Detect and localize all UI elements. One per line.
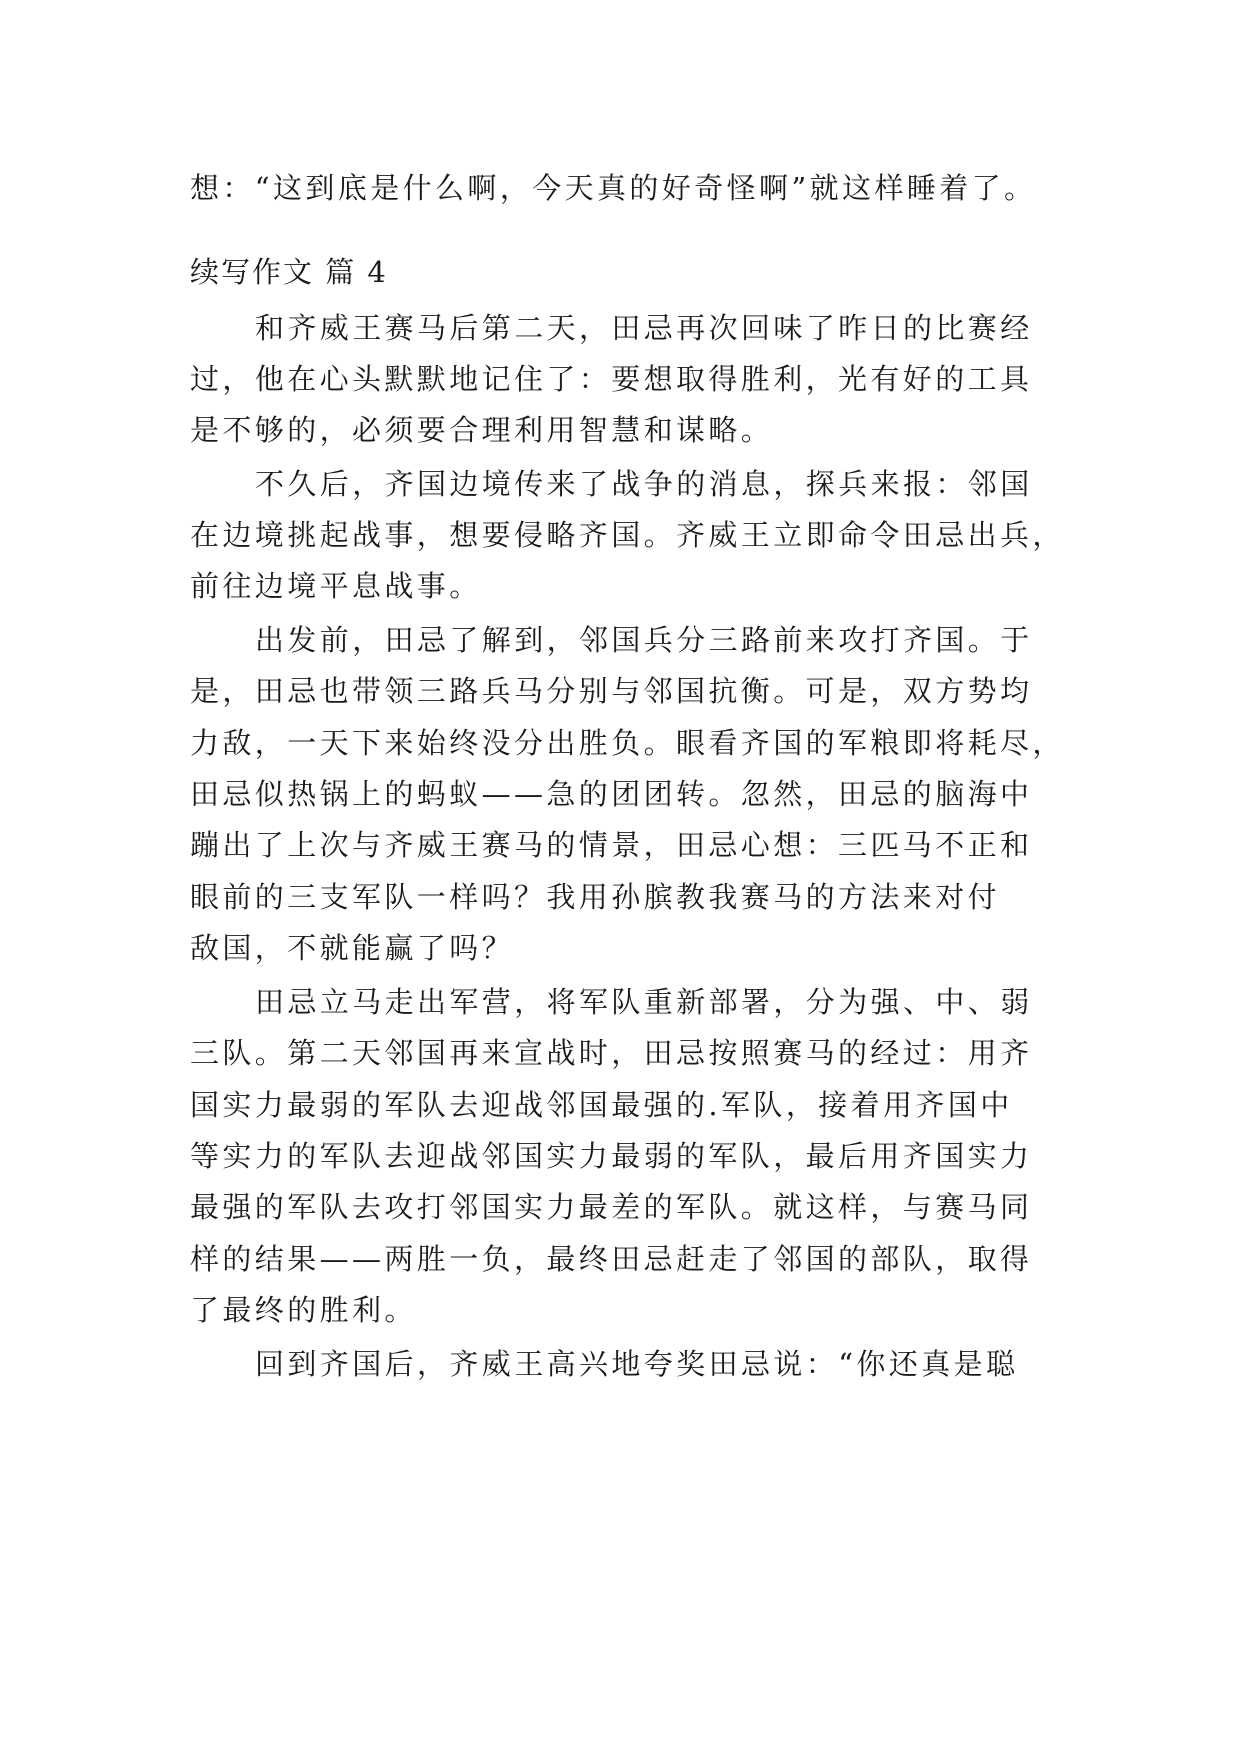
paragraph-line: 敌国，不就能赢了吗？ xyxy=(190,931,515,965)
paragraph-line: 是，田忌也带领三路兵马分别与邻国抗衡。可是，双方势均 xyxy=(190,674,1033,708)
paragraph-line: 等实力的军队去迎战邻国实力最弱的军队，最后用齐国实力 xyxy=(190,1139,1033,1173)
paragraph-line: 国实力最弱的军队去迎战邻国最强的.军队，接着用齐国中 xyxy=(190,1088,1013,1122)
paragraph-line: 出发前，田忌了解到，邻国兵分三路前来攻打齐国。于 xyxy=(255,623,1033,657)
paragraph-line: 蹦出了上次与齐威王赛马的情景，田忌心想：三匹马不正和 xyxy=(190,828,1033,862)
paragraph-line: 在边境挑起战事，想要侵略齐国。齐威王立即命令田忌出兵， xyxy=(190,518,1065,552)
paragraph-line: 最强的军队去攻打邻国实力最差的军队。就这样，与赛马同 xyxy=(190,1190,1033,1224)
section-heading: 续写作文 篇 4 xyxy=(190,255,388,289)
paragraph-line: 了最终的胜利。 xyxy=(190,1293,417,1327)
paragraph-line: 力敌，一天下来始终没分出胜负。眼看齐国的军粮即将耗尽， xyxy=(190,726,1065,760)
paragraph-line: 三队。第二天邻国再来宣战时，田忌按照赛马的经过：用齐 xyxy=(190,1036,1033,1070)
paragraph-line: 前往边境平息战事。 xyxy=(190,569,482,603)
text-line: 想：“这到底是什么啊，今天真的好奇怪啊”就这样睡着了。 xyxy=(190,171,1037,205)
paragraph-line: 田忌立马走出军营，将军队重新部署，分为强、中、弱 xyxy=(255,985,1033,1019)
paragraph-line: 和齐威王赛马后第二天，田忌再次回味了昨日的比赛经 xyxy=(255,311,1033,345)
paragraph-line: 田忌似热锅上的蚂蚁——急的团团转。忽然，田忌的脑海中 xyxy=(190,777,1033,811)
paragraph-line: 是不够的，必须要合理利用智慧和谋略。 xyxy=(190,413,774,447)
paragraph-line: 眼前的三支军队一样吗？我用孙膑教我赛马的方法来对付 xyxy=(190,880,1001,914)
paragraph-line: 过，他在心头默默地记住了：要想取得胜利，光有好的工具 xyxy=(190,362,1033,396)
paragraph-line: 回到齐国后，齐威王高兴地夸奖田忌说：“你还真是聪 xyxy=(255,1347,1019,1381)
paragraph-line: 不久后，齐国边境传来了战争的消息，探兵来报：邻国 xyxy=(255,467,1033,501)
paragraph-line: 样的结果——两胜一负，最终田忌赶走了邻国的部队，取得 xyxy=(190,1242,1033,1276)
